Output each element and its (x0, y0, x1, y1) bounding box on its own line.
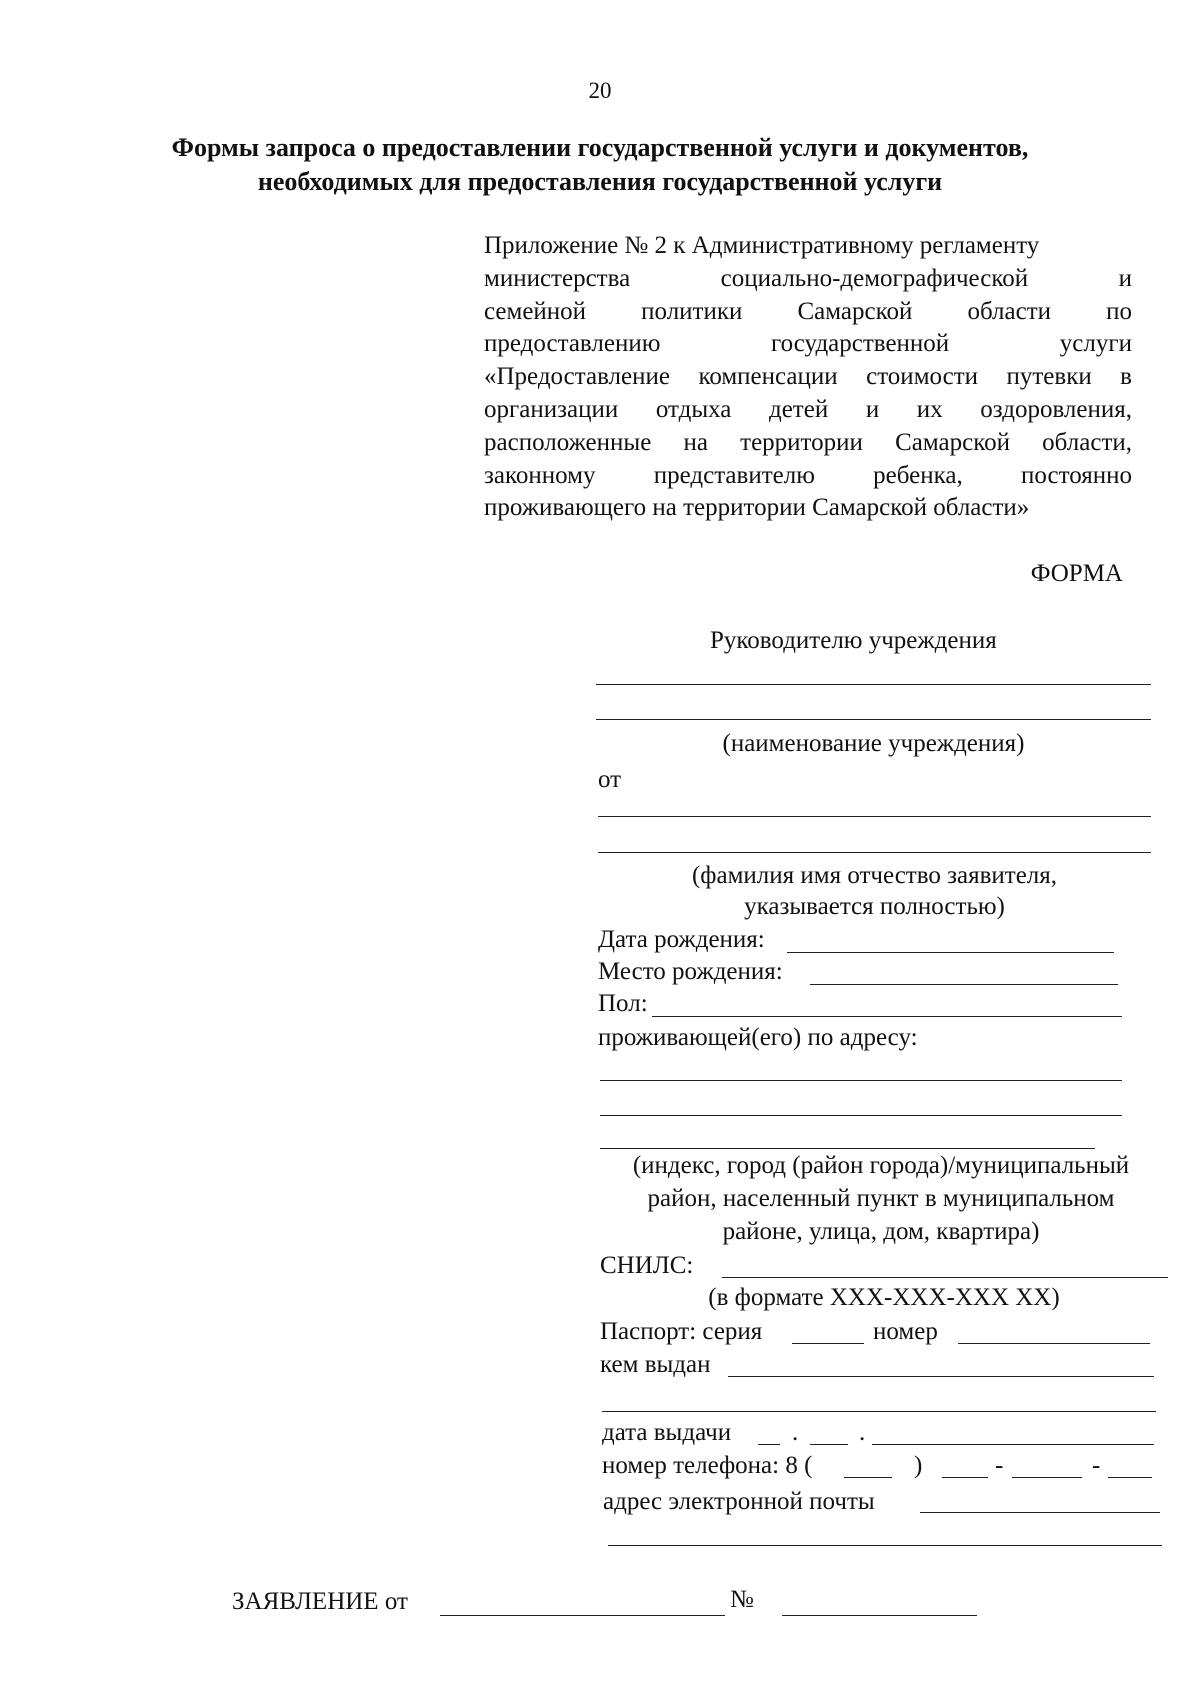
passport-series-field[interactable] (792, 1343, 864, 1344)
form-label: ФОРМА (1030, 560, 1123, 587)
address-caption: район, населенный пункт в муниципальном (647, 1185, 1115, 1212)
appendix-line: проживающего на территории Самарской области» (484, 494, 1030, 522)
sex-field[interactable] (652, 1016, 1122, 1017)
statement-label: ЗАЯВЛЕНИЕ от (232, 1588, 408, 1615)
address-line[interactable] (600, 1115, 1122, 1116)
issue-date-month-field[interactable] (810, 1444, 848, 1445)
address-line[interactable] (600, 1080, 1122, 1081)
email-label: адрес электронной почты (603, 1488, 875, 1515)
snils-caption: (в формате XXX-XXX-XXX XX) (708, 1284, 1060, 1311)
address-label: проживающей(его) по адресу: (598, 1024, 918, 1051)
email-field[interactable] (608, 1545, 1162, 1546)
institution-name-line[interactable] (596, 684, 1151, 685)
passport-number-field[interactable] (958, 1343, 1150, 1344)
appendix-line: расположенные на территории Самарской области, (484, 428, 1132, 456)
birth-date-field[interactable] (787, 952, 1114, 953)
applicant-name-caption: (фамилия имя отчество заявителя, (691, 862, 1058, 889)
issued-by-label: кем выдан (600, 1351, 711, 1378)
passport-series-label: Паспорт: серия (600, 1318, 763, 1345)
birth-place-label: Место рождения: (598, 958, 783, 985)
issue-date-day-field[interactable] (758, 1444, 780, 1445)
statement-date-field[interactable] (440, 1615, 725, 1616)
appendix-line: семейной политики Самарской области по (484, 297, 1132, 325)
issued-by-field[interactable] (728, 1376, 1154, 1377)
statement-number-field[interactable] (782, 1615, 977, 1616)
page-number: 20 (588, 78, 612, 103)
issue-date-separator: . (792, 1419, 799, 1446)
birth-place-field[interactable] (810, 984, 1118, 985)
phone-label: номер телефона: 8 ( (602, 1452, 813, 1479)
phone-part3-field[interactable] (1108, 1477, 1152, 1478)
sex-label: Пол: (598, 990, 648, 1017)
document-heading-line-1: Формы запроса о предоставлении государственной услуги и документов, (171, 133, 1029, 162)
applicant-name-line[interactable] (598, 816, 1151, 817)
phone-code-field[interactable] (844, 1477, 892, 1478)
appendix-reference (484, 230, 1132, 525)
birth-date-label: Дата рождения: (598, 926, 765, 953)
appendix-line: министерства социально-демографической и (484, 264, 1132, 292)
phone-part2-field[interactable] (1012, 1477, 1082, 1478)
passport-number-label: номер (873, 1318, 938, 1345)
issued-by-field[interactable] (602, 1411, 1156, 1412)
institution-name-line[interactable] (596, 719, 1151, 720)
address-caption: (индекс, город (район города)/муниципальный (632, 1152, 1130, 1179)
applicant-name-line[interactable] (598, 852, 1151, 853)
snils-label: СНИЛС: (600, 1252, 694, 1279)
appendix-line: предоставлению государственной услуги (484, 330, 1132, 358)
issue-date-label: дата выдачи (602, 1419, 732, 1446)
email-field[interactable] (920, 1512, 1160, 1513)
phone-dash: - (995, 1452, 1004, 1479)
address-line[interactable] (600, 1148, 1095, 1149)
institution-caption: (наименование учреждения) (722, 730, 1025, 757)
snils-field[interactable] (722, 1277, 1168, 1278)
phone-part1-field[interactable] (942, 1477, 988, 1478)
recipient-to-label: Руководителю учреждения (710, 627, 997, 654)
applicant-name-caption: указывается полностью) (744, 893, 1005, 920)
phone-paren: ) (914, 1452, 923, 1479)
appendix-line: Приложение № 2 к Административному регламенту (484, 232, 1040, 259)
appendix-line: организации отдыха детей и их оздоровления, (484, 395, 1132, 423)
issue-date-separator: . (859, 1419, 866, 1446)
appendix-line: «Предоставление компенсации стоимости путевки в (484, 363, 1132, 391)
from-label: от (598, 766, 622, 793)
issue-date-year-field[interactable] (872, 1444, 1154, 1445)
phone-dash: - (1092, 1452, 1101, 1479)
statement-number-sign: № (730, 1586, 754, 1613)
address-caption: районе, улица, дом, квартира) (722, 1218, 1040, 1245)
appendix-line: законному представителю ребенка, постоянно (484, 461, 1132, 489)
document-heading-line-2: необходимых для предоставления государственной услуги (257, 167, 943, 196)
